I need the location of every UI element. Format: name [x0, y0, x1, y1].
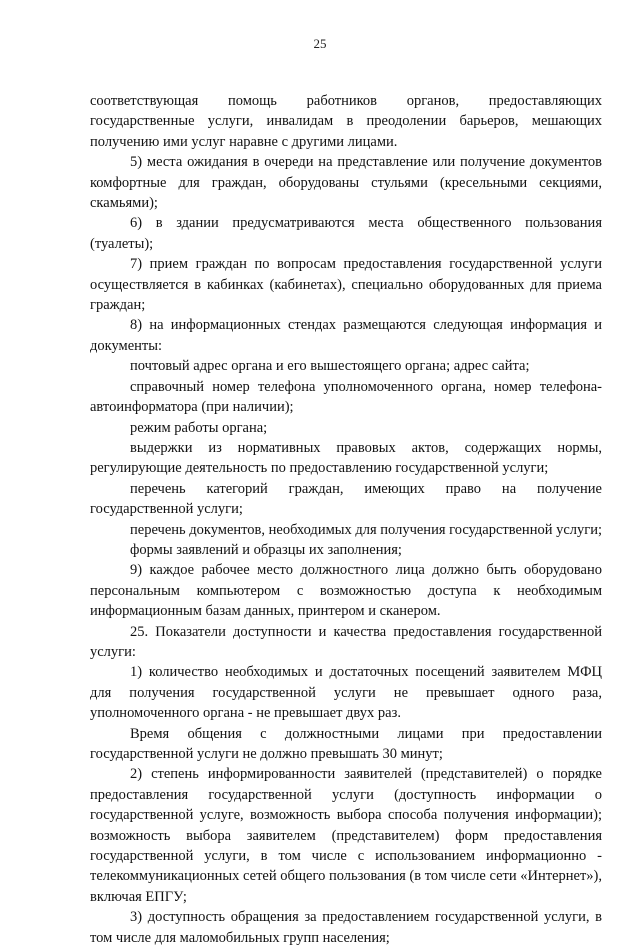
list-item: перечень документов, необходимых для получения государственной услуги;	[130, 521, 602, 538]
paragraph: соответствующая помощь работников органов, предоставляющих государственные услуги, инвалидам в преодолении барьеров, мешающих получению ими услуг наравне с другими лицами.	[90, 93, 602, 150]
paragraph: 2) степень информированности заявителей (представителей) о порядке предоставления государственной услуги (доступность информации о государственной услуге, возможность выбора способа получения информации); возможность выбора заявителем (представителем) форм предоставления государственной услуги, в том числе с использованием информационно - телекоммуникационных сетей общего пользования (в том числе сети «Интернет»), включая ЕПГУ;	[90, 766, 602, 905]
list-item: перечень категорий граждан, имеющих право на получение государственной услуги;	[90, 480, 602, 518]
list-item: режим работы органа;	[130, 419, 268, 436]
paragraph: Время общения с должностными лицами при предоставлении государственной услуги не должно превышать 30 минут;	[90, 725, 602, 762]
paragraph: 7) прием граждан по вопросам предоставления государственной услуги осуществляется в кабинках (кабинетах), специально оборудованных для приема граждан;	[90, 256, 602, 314]
paragraph: 8) на информационных стендах размещаются следующая информация и документы:	[90, 317, 602, 354]
list-item: почтовый адрес органа и его вышестоящего органа; адрес сайта;	[130, 358, 530, 375]
section-heading: 25. Показатели доступности и качества предоставления государственной услуги:	[90, 623, 602, 660]
paragraph: 5) места ожидания в очереди на представление или получение документов комфортные для граждан, оборудованы стульями (кресельными секциями, скамьями);	[90, 154, 602, 212]
list-item: формы заявлений и образцы их заполнения;	[130, 541, 402, 558]
paragraph: 6) в здании предусматриваются места общественного пользования (туалеты);	[90, 215, 602, 252]
page-number: 25	[313, 36, 327, 51]
paragraph: 1) количество необходимых и достаточных посещений заявителем МФЦ для получения государственной услуги не превышает одного раза, уполномоченного органа - не превышает двух раз.	[90, 664, 602, 722]
document-body	[90, 91, 602, 948]
paragraph: 3) доступность обращения за предоставлением государственной услуги, в том числе для маломобильных групп населения;	[90, 909, 602, 946]
list-item: справочный номер телефона уполномоченного органа, номер телефона-автоинформатора (при наличии);	[90, 378, 602, 416]
list-item: выдержки из нормативных правовых актов, содержащих нормы, регулирующие деятельность по предоставлению государственной услуги;	[90, 439, 602, 477]
paragraph: 9) каждое рабочее место должностного лица должно быть оборудовано персональным компьютером с возможностью доступа к необходимым информационным базам данных, принтером и сканером.	[90, 562, 602, 620]
